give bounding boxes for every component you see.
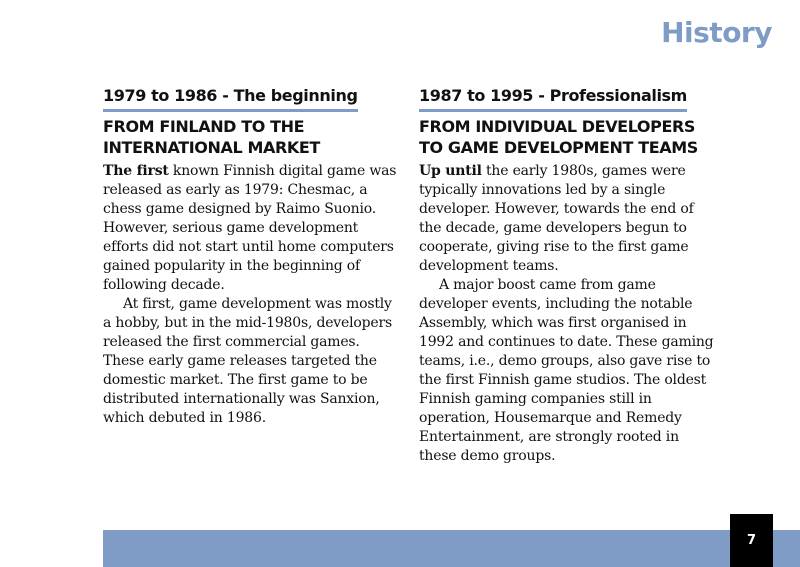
paragraph: At first, game development was mostly a hobby, but in the mid-1980s, developers released the first commercial games. These early game releases targeted the domestic market. The first game to be distributed internationally was Sanxion, which debuted in 1986. <box>103 296 392 426</box>
paragraph <box>103 162 401 295</box>
lead-in: Up until <box>419 163 482 179</box>
section-subtitle: FROM FINLAND TO THE INTERNATIONAL MARKET <box>103 117 320 157</box>
footer-band <box>103 530 800 567</box>
paragraph: A major boost came from game developer events, including the notable Assembly, which was first organised in 1992 and continues to date. These gaming teams, i.e., demo groups, also gave rise to the first Finnish game studios. The oldest Finnish gaming companies still in operation, Housemarque and Remedy Entertainment, are strongly rooted in these demo groups. <box>419 277 714 464</box>
section-body <box>103 162 401 428</box>
page-number: 7 <box>730 514 773 567</box>
paragraph-text: known Finnish digital game was released as early as 1979: Chesmac, a chess game designed by Raimo Suonio. However, serious game development efforts did not start until home computers gained popularity in the beginning of following decade. <box>103 163 397 293</box>
section-subtitle: FROM INDIVIDUAL DEVELOPERS TO GAME DEVELOPMENT TEAMS <box>419 117 698 157</box>
era-heading: 1979 to 1986 - The beginning <box>103 84 358 112</box>
era-heading: 1987 to 1995 - Professionalism <box>419 84 687 112</box>
section-beginning <box>103 84 401 428</box>
page-heading: History <box>661 16 772 49</box>
section-professionalism <box>419 84 717 466</box>
paragraph <box>419 162 717 276</box>
section-body <box>419 162 717 466</box>
lead-in: The first <box>103 163 169 179</box>
paragraph-text: the early 1980s, games were typically innovations led by a single developer. However, towards the end of the decade, game developers begun to cooperate, giving rise to the first game development teams. <box>419 163 694 274</box>
